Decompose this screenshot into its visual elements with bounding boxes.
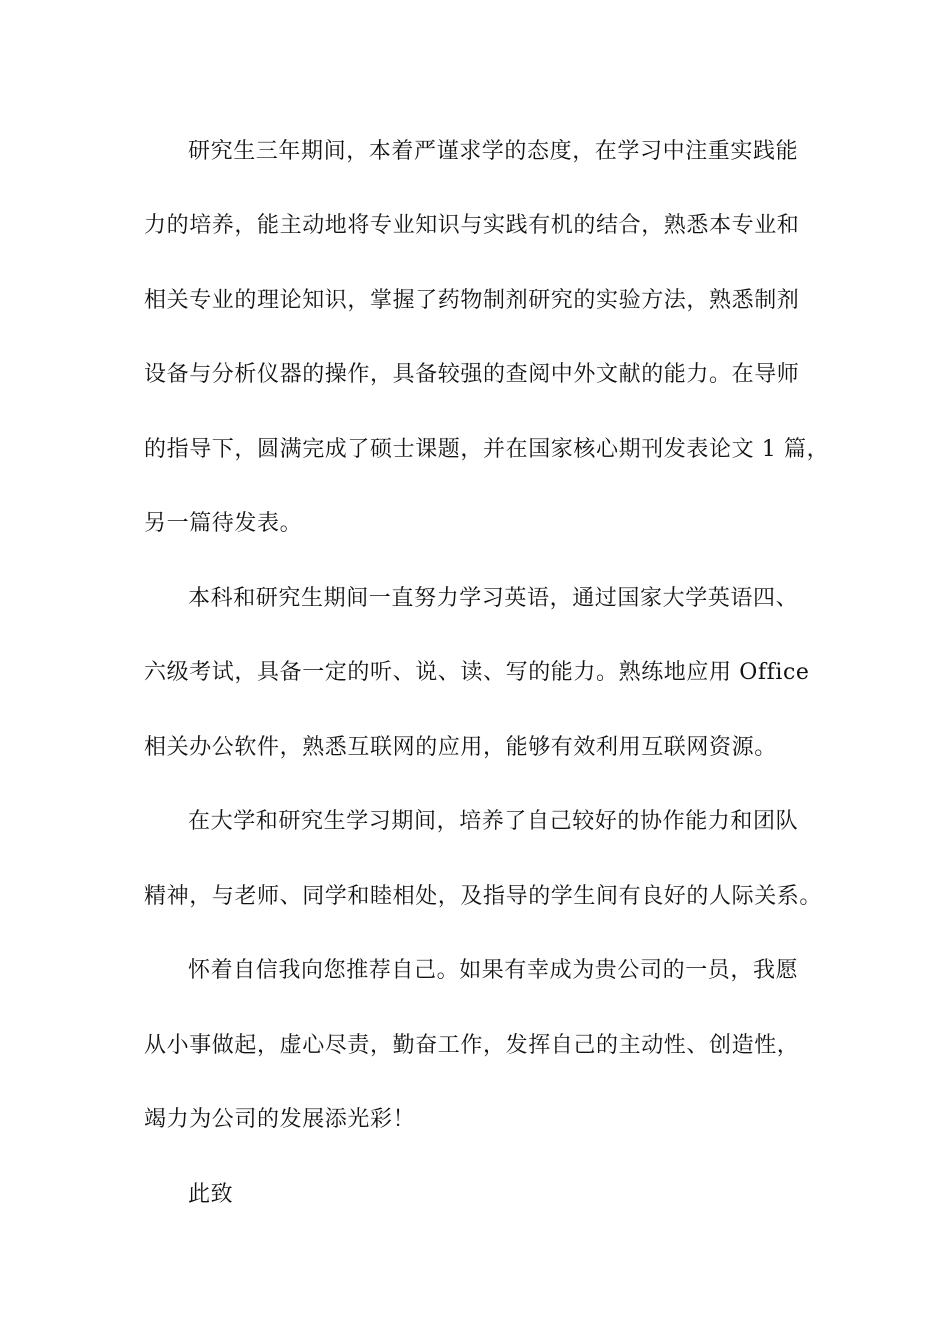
paragraph-1-line-3: 相关专业的理论知识，掌握了药物制剂研究的实验方法，熟悉制剂 — [144, 288, 800, 313]
paragraph-1-line-2: 力的培养，能主动地将专业知识与实践有机的结合，熟悉本专业和 — [144, 213, 800, 238]
paragraph-2-line-3: 相关办公软件，熟悉互联网的应用，能够有效利用互联网资源。 — [144, 735, 777, 760]
paragraph-2-line-1: 本科和研究生期间一直努力学习英语，通过国家大学英语四、 — [188, 586, 799, 611]
paragraph-3-line-2: 精神，与老师、同学和睦相处，及指导的学生间有良好的人际关系。 — [144, 884, 823, 909]
paragraph-1-line-4: 设备与分析仪器的操作，具备较强的查阅中外文献的能力。在导师 — [144, 362, 800, 387]
paragraph-1-line-6: 另一篇待发表。 — [144, 511, 303, 536]
paragraph-1-line-1: 研究生三年期间，本着严谨求学的态度，在学习中注重实践能 — [188, 139, 799, 164]
paragraph-4-line-3: 竭力为公司的发展添光彩！ — [144, 1107, 416, 1132]
paragraph-4-line-2: 从小事做起，虚心尽责，勤奋工作，发挥自己的主动性、创造性， — [144, 1033, 800, 1058]
paragraph-2-line-2: 六级考试，具备一定的听、说、读、写的能力。熟练地应用 Office — [144, 660, 810, 685]
paragraph-3-line-1: 在大学和研究生学习期间，培养了自己较好的协作能力和团队 — [188, 809, 799, 834]
paragraph-1-line-5: 的指导下，圆满完成了硕士课题，并在国家核心期刊发表论文 1 篇， — [144, 437, 830, 462]
closing-salutation: 此致 — [188, 1182, 234, 1207]
paragraph-4-line-1: 怀着自信我向您推荐自己。如果有幸成为贵公司的一员，我愿 — [188, 958, 799, 983]
